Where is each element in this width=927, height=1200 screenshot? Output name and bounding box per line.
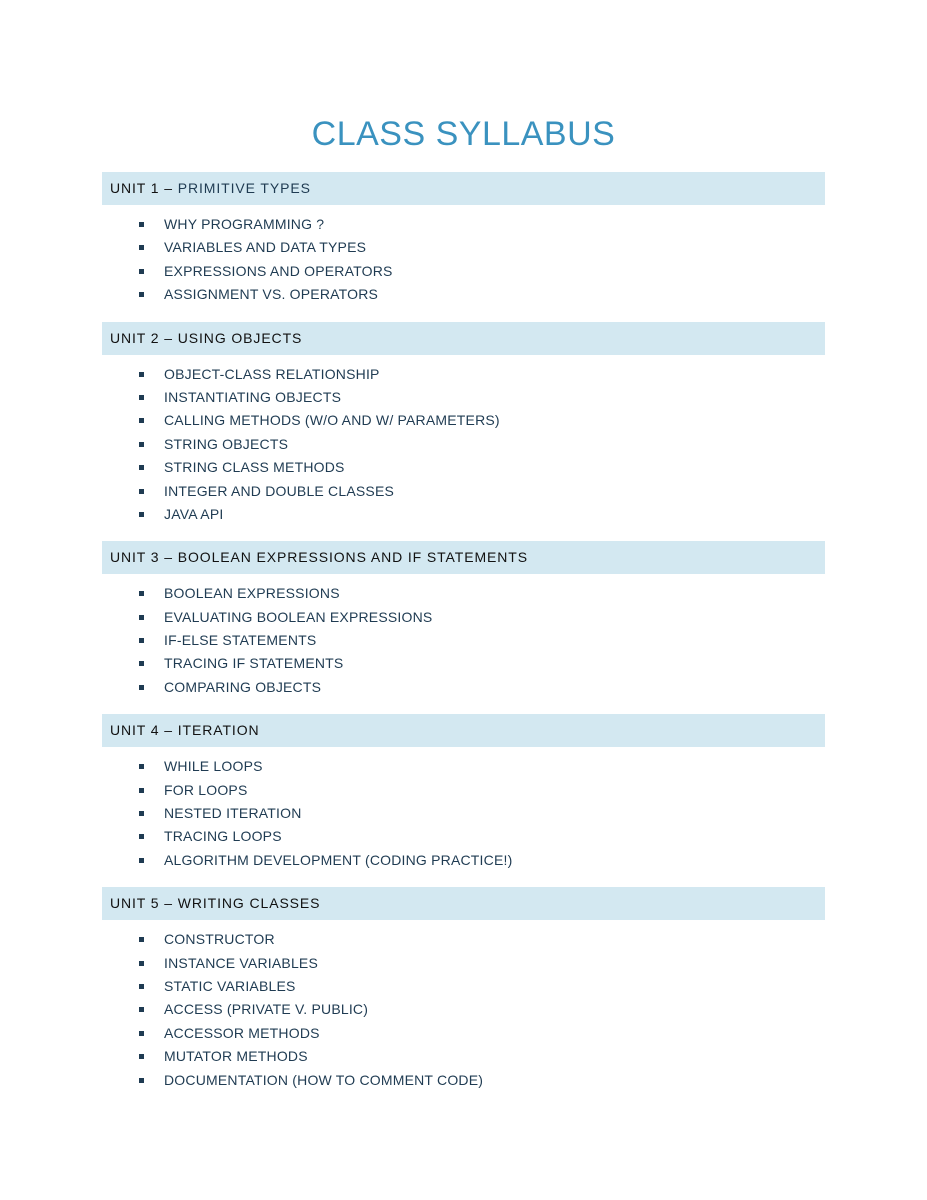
list-item <box>102 755 825 778</box>
unit-section-1 <box>102 172 825 322</box>
list-item <box>102 975 825 998</box>
square-bullet-icon <box>139 638 144 643</box>
square-bullet-icon <box>139 489 144 494</box>
unit-section-4 <box>102 714 825 887</box>
unit-header-prefix: UNIT 1 – <box>110 180 178 196</box>
list-item <box>102 433 825 456</box>
topic-label: DOCUMENTATION (HOW TO COMMENT CODE) <box>164 1071 484 1088</box>
page-title: CLASS SYLLABUS <box>311 115 616 153</box>
topic-label: STRING CLASS METHODS <box>164 459 345 476</box>
list-item <box>102 503 825 526</box>
section-spacer <box>102 699 825 714</box>
topic-label: BOOLEAN EXPRESSIONS <box>164 585 340 602</box>
unit-header <box>102 541 825 574</box>
square-bullet-icon <box>139 685 144 690</box>
square-bullet-icon <box>139 1078 144 1083</box>
topic-label: CONSTRUCTOR <box>164 931 275 948</box>
square-bullet-icon <box>139 245 144 250</box>
topic-label: INSTANCE VARIABLES <box>164 954 319 971</box>
square-bullet-icon <box>139 372 144 377</box>
topic-label: WHILE LOOPS <box>164 758 263 775</box>
topic-label: COMPARING OBJECTS <box>164 678 322 695</box>
square-bullet-icon <box>139 615 144 620</box>
list-item <box>102 779 825 802</box>
topic-label: ACCESSOR METHODS <box>164 1024 320 1041</box>
topic-label: MUTATOR METHODS <box>164 1048 308 1065</box>
topic-list <box>102 355 825 527</box>
topic-label: STATIC VARIABLES <box>164 977 296 994</box>
topic-label: ALGORITHM DEVELOPMENT (CODING PRACTICE!) <box>164 851 513 868</box>
section-spacer <box>102 307 825 322</box>
square-bullet-icon <box>139 465 144 470</box>
topic-label: INSTANTIATING OBJECTS <box>164 388 342 405</box>
topic-label: ACCESS (PRIVATE V. PUBLIC) <box>164 1001 369 1018</box>
topic-label: CALLING METHODS (W/O AND W/ PARAMETERS) <box>164 412 500 429</box>
topic-label: EVALUATING BOOLEAN EXPRESSIONS <box>164 608 433 625</box>
square-bullet-icon <box>139 395 144 400</box>
unit-header-topic: USING OBJECTS <box>177 329 303 346</box>
unit-header-prefix: UNIT 2 – <box>110 329 178 346</box>
unit-header <box>102 887 825 920</box>
topic-label: TRACING LOOPS <box>164 828 282 845</box>
square-bullet-icon <box>139 788 144 793</box>
square-bullet-icon <box>139 858 144 863</box>
list-item <box>102 825 825 848</box>
units-container <box>102 172 825 1092</box>
square-bullet-icon <box>139 222 144 227</box>
topic-label: OBJECT-CLASS RELATIONSHIP <box>164 365 380 382</box>
square-bullet-icon <box>139 834 144 839</box>
topic-label: FOR LOOPS <box>164 781 248 798</box>
topic-list <box>102 205 825 307</box>
topic-label: ASSIGNMENT VS. OPERATORS <box>164 286 379 303</box>
topic-label: EXPRESSIONS AND OPERATORS <box>164 262 393 279</box>
list-item <box>102 260 825 283</box>
square-bullet-icon <box>139 1031 144 1036</box>
list-item <box>102 409 825 432</box>
list-item <box>102 582 825 605</box>
unit-header-topic: PRIMITIVE TYPES <box>177 180 311 196</box>
square-bullet-icon <box>139 661 144 666</box>
square-bullet-icon <box>139 984 144 989</box>
topic-label: NESTED ITERATION <box>164 805 302 822</box>
syllabus-page <box>102 110 825 1092</box>
square-bullet-icon <box>139 512 144 517</box>
unit-header-topic: ITERATION <box>177 722 260 739</box>
topic-label: JAVA API <box>164 505 224 522</box>
list-item <box>102 213 825 236</box>
unit-section-5 <box>102 887 825 1092</box>
unit-header-topic: WRITING CLASSES <box>177 895 321 912</box>
list-item <box>102 1045 825 1068</box>
list-item <box>102 928 825 951</box>
square-bullet-icon <box>139 764 144 769</box>
list-item <box>102 363 825 386</box>
unit-header-prefix: UNIT 4 – <box>110 722 178 739</box>
list-item <box>102 1069 825 1092</box>
unit-header <box>102 172 825 205</box>
unit-section-3 <box>102 541 825 714</box>
unit-header <box>102 322 825 355</box>
list-item <box>102 283 825 306</box>
square-bullet-icon <box>139 811 144 816</box>
list-item <box>102 456 825 479</box>
square-bullet-icon <box>139 961 144 966</box>
section-spacer <box>102 526 825 541</box>
list-item <box>102 676 825 699</box>
list-item <box>102 386 825 409</box>
list-item <box>102 1022 825 1045</box>
square-bullet-icon <box>139 292 144 297</box>
list-item <box>102 480 825 503</box>
list-item <box>102 629 825 652</box>
topic-label: INTEGER AND DOUBLE CLASSES <box>164 482 395 499</box>
square-bullet-icon <box>139 418 144 423</box>
square-bullet-icon <box>139 591 144 596</box>
list-item <box>102 652 825 675</box>
square-bullet-icon <box>139 269 144 274</box>
unit-header-prefix: UNIT 3 – <box>110 549 178 566</box>
square-bullet-icon <box>139 442 144 447</box>
list-item <box>102 236 825 259</box>
square-bullet-icon <box>139 937 144 942</box>
square-bullet-icon <box>139 1007 144 1012</box>
topic-label: IF-ELSE STATEMENTS <box>164 632 317 649</box>
topic-list <box>102 574 825 699</box>
list-item <box>102 802 825 825</box>
list-item <box>102 998 825 1021</box>
section-spacer <box>102 872 825 887</box>
list-item <box>102 849 825 872</box>
unit-header-topic: BOOLEAN EXPRESSIONS AND IF STATEMENTS <box>177 549 528 566</box>
unit-section-2 <box>102 322 825 542</box>
topic-list <box>102 920 825 1092</box>
topic-label: VARIABLES AND DATA TYPES <box>164 239 367 256</box>
unit-header-prefix: UNIT 5 – <box>110 895 178 912</box>
unit-header <box>102 714 825 747</box>
topic-list <box>102 747 825 872</box>
topic-label: WHY PROGRAMMING ? <box>164 216 325 232</box>
topic-label: STRING OBJECTS <box>164 435 289 452</box>
square-bullet-icon <box>139 1054 144 1059</box>
list-item <box>102 606 825 629</box>
list-item <box>102 952 825 975</box>
topic-label: TRACING IF STATEMENTS <box>164 655 344 672</box>
